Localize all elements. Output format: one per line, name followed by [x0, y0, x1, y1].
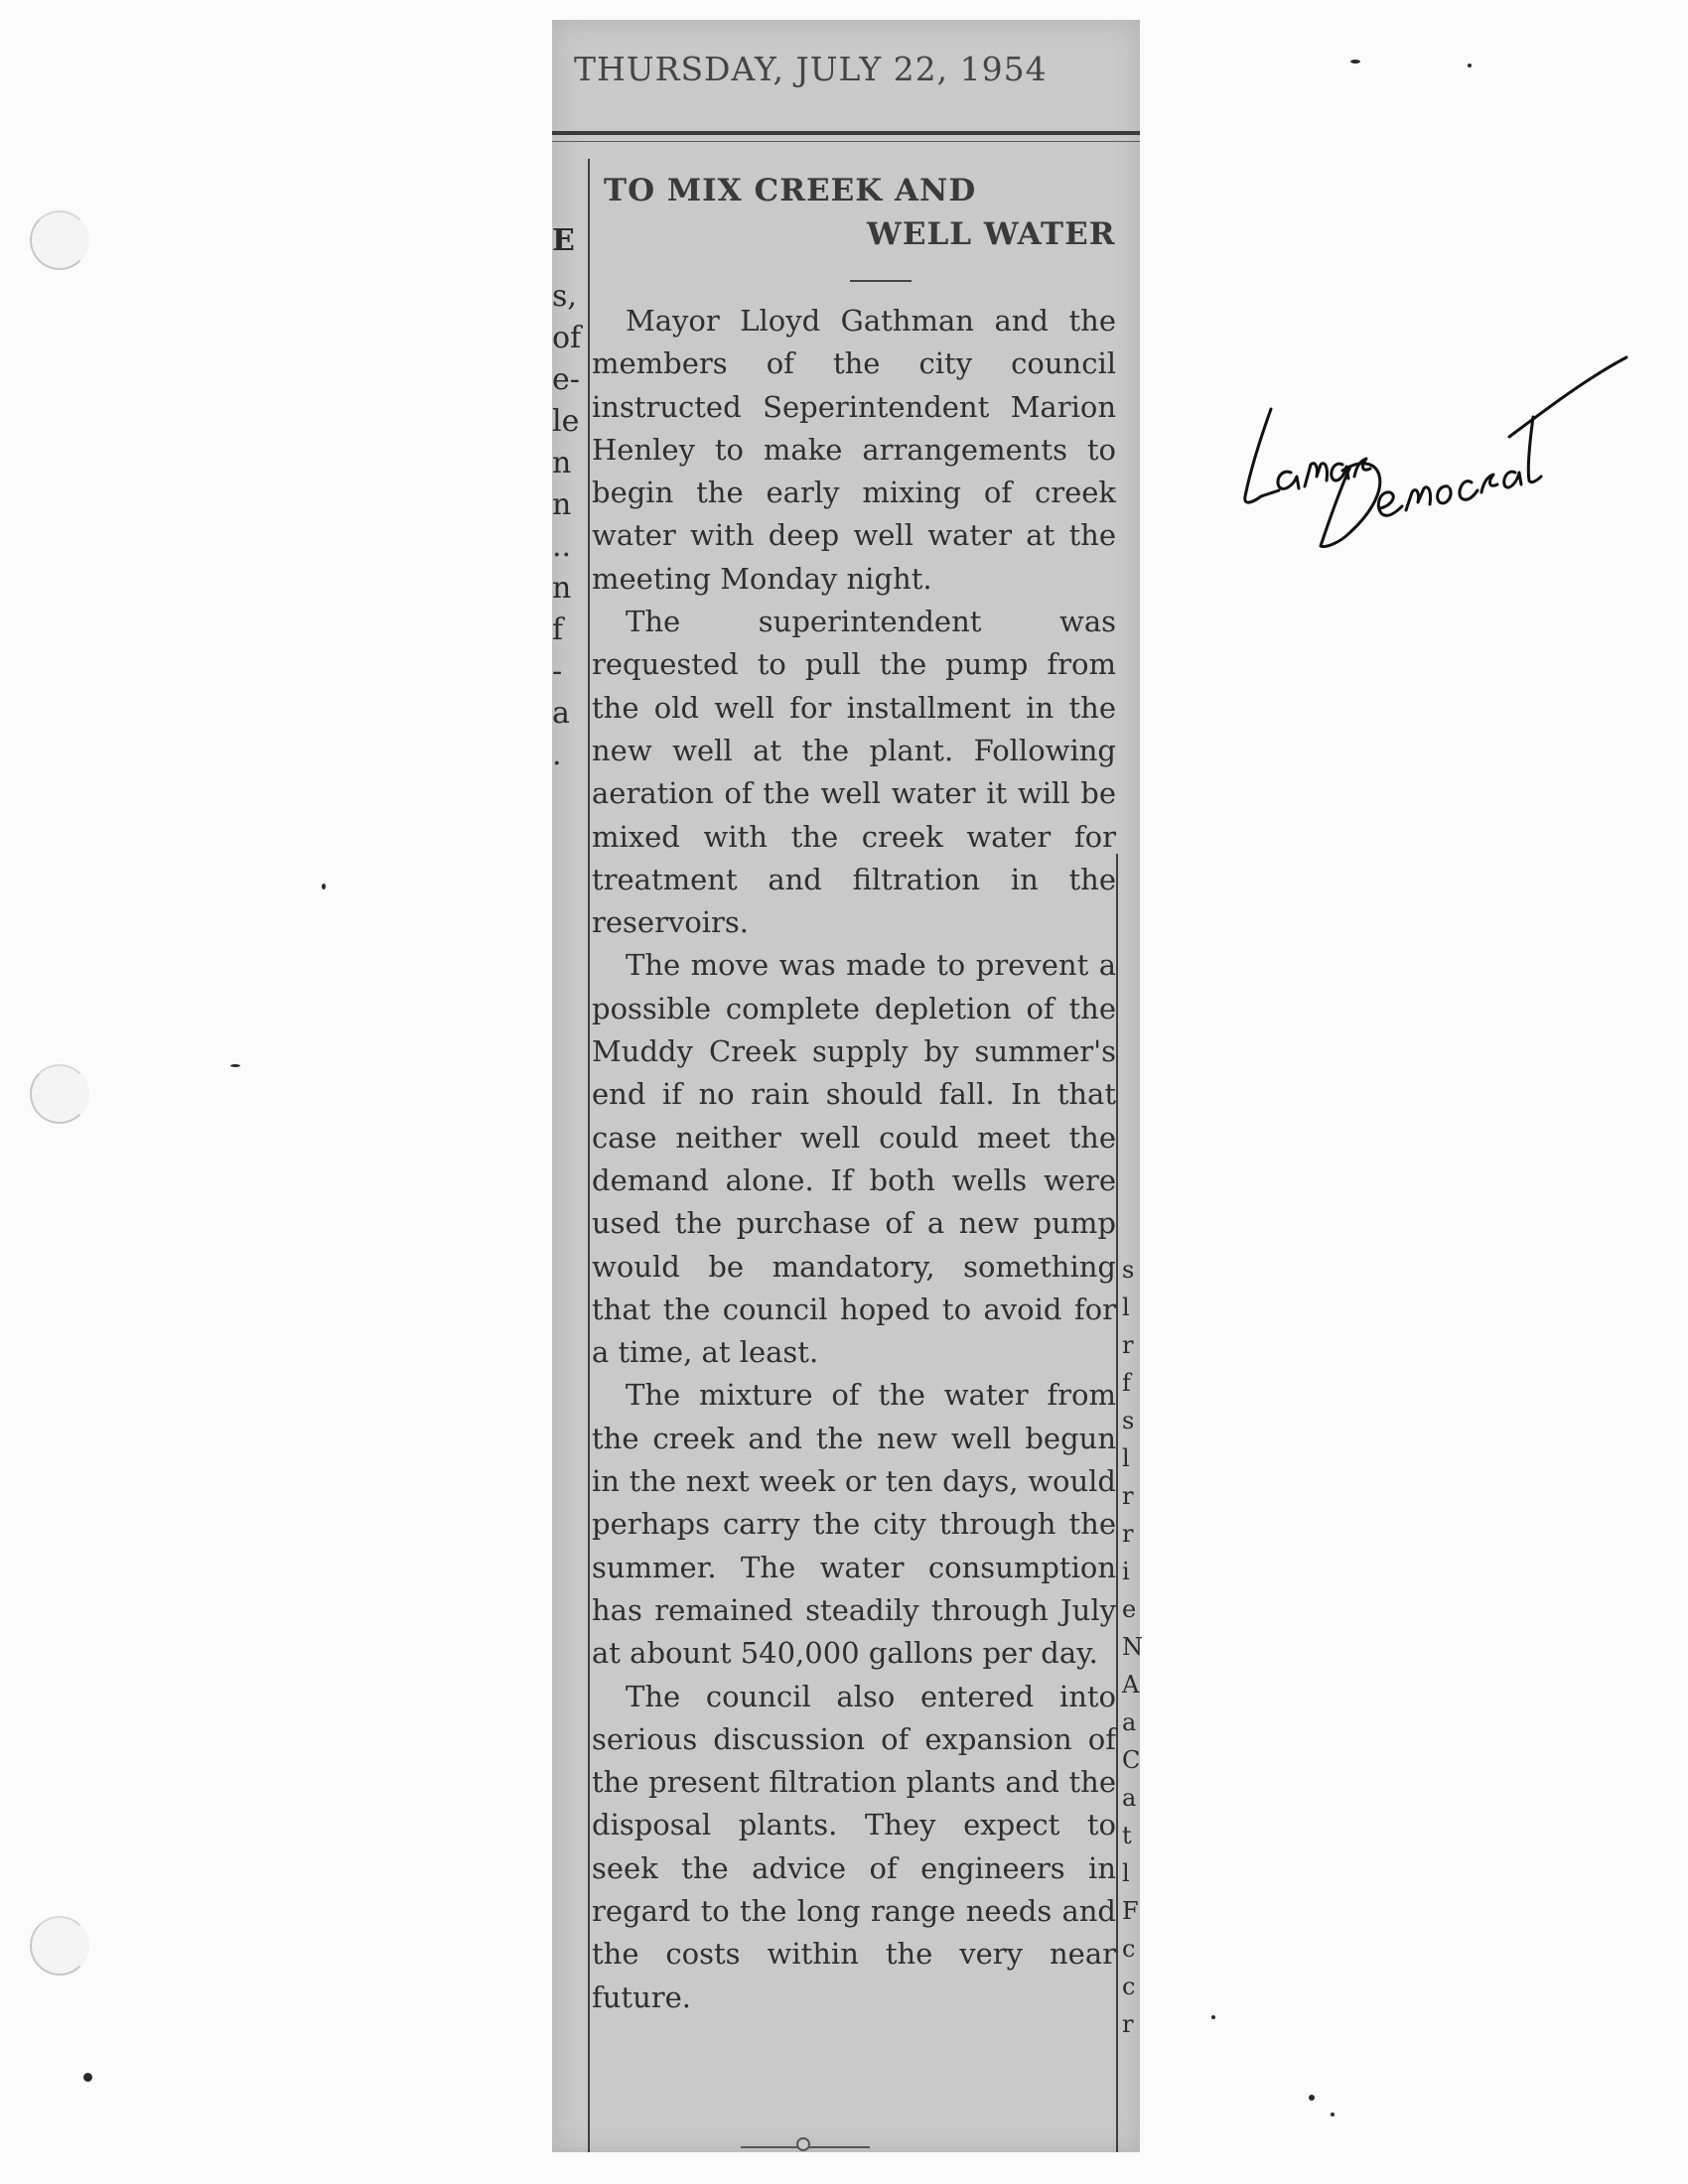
article-headline — [604, 169, 1140, 256]
dateline: THURSDAY, JULY 22, 1954 — [574, 50, 1048, 88]
scan-speck — [322, 884, 326, 889]
scan-speck — [1309, 2095, 1315, 2101]
scan-speck — [1350, 60, 1360, 64]
column-rule-right — [1116, 854, 1118, 2152]
binder-hole-top — [30, 210, 89, 270]
end-of-article-mark — [796, 2137, 810, 2151]
scan-speck — [230, 1064, 240, 1067]
binder-hole-middle — [30, 1064, 89, 1124]
binder-hole-bottom — [30, 1916, 89, 1976]
article-paragraph: The mixture of the water from the creek and the new well begun in the next week or ten days, would perhaps carry the city through the summer. The water consumption has remained steadily through July at abount 540,000 gallons per day. — [592, 1378, 1116, 1671]
headline-dash — [850, 280, 912, 282]
top-rule-thin — [552, 141, 1140, 142]
headline-line-1: TO MIX CREEK AND — [604, 173, 977, 208]
article-paragraph: The council also entered into serious discussion of expansion of the present filtration plants and the disposal plants. They expect to seek the advice of engineers in regard to the long range needs and the costs within the very near future. — [592, 1679, 1116, 2014]
handwritten-note — [1231, 298, 1628, 556]
left-column-edges: s, of e- le n n .. n f - a . — [552, 279, 582, 772]
adjacent-column-fragment: E — [552, 223, 575, 258]
article-paragraph: The move was made to prevent a possible complete depletion of the Muddy Creek supply by summer's end if no rain should fall. In that case neither well could meet the demand alone. If both wells were used the purchase of a new pump would be mandatory, something that the council hoped to avoid for a time, at least. — [592, 948, 1116, 1370]
scan-speck — [1468, 64, 1472, 68]
scan-speck — [83, 2073, 92, 2082]
top-rule — [552, 131, 1140, 135]
article-paragraph: Mayor Lloyd Gathman and the members of the city council instructed Seperintendent Marion Henley to make arrangements to begin the early mixing of creek water with deep well water at the meeting Monday night. — [592, 304, 1116, 596]
newspaper-clipping — [552, 20, 1143, 2152]
article-paragraph: The superintendent was requested to pull the pump from the old well for installment in the new well at the plant. Following aeration of the well water it will be mixed with the creek water for treatment and filtration in the reservoirs. — [592, 605, 1116, 940]
right-column-edges: s l r f s l r r i e N A a C a t l F c c r — [1122, 1256, 1143, 2038]
scan-speck — [1211, 2015, 1215, 2019]
article-body — [592, 300, 1116, 2019]
column-rule-left — [588, 159, 590, 2152]
scan-speck — [1331, 2113, 1335, 2116]
headline-line-2: WELL WATER — [867, 216, 1116, 252]
